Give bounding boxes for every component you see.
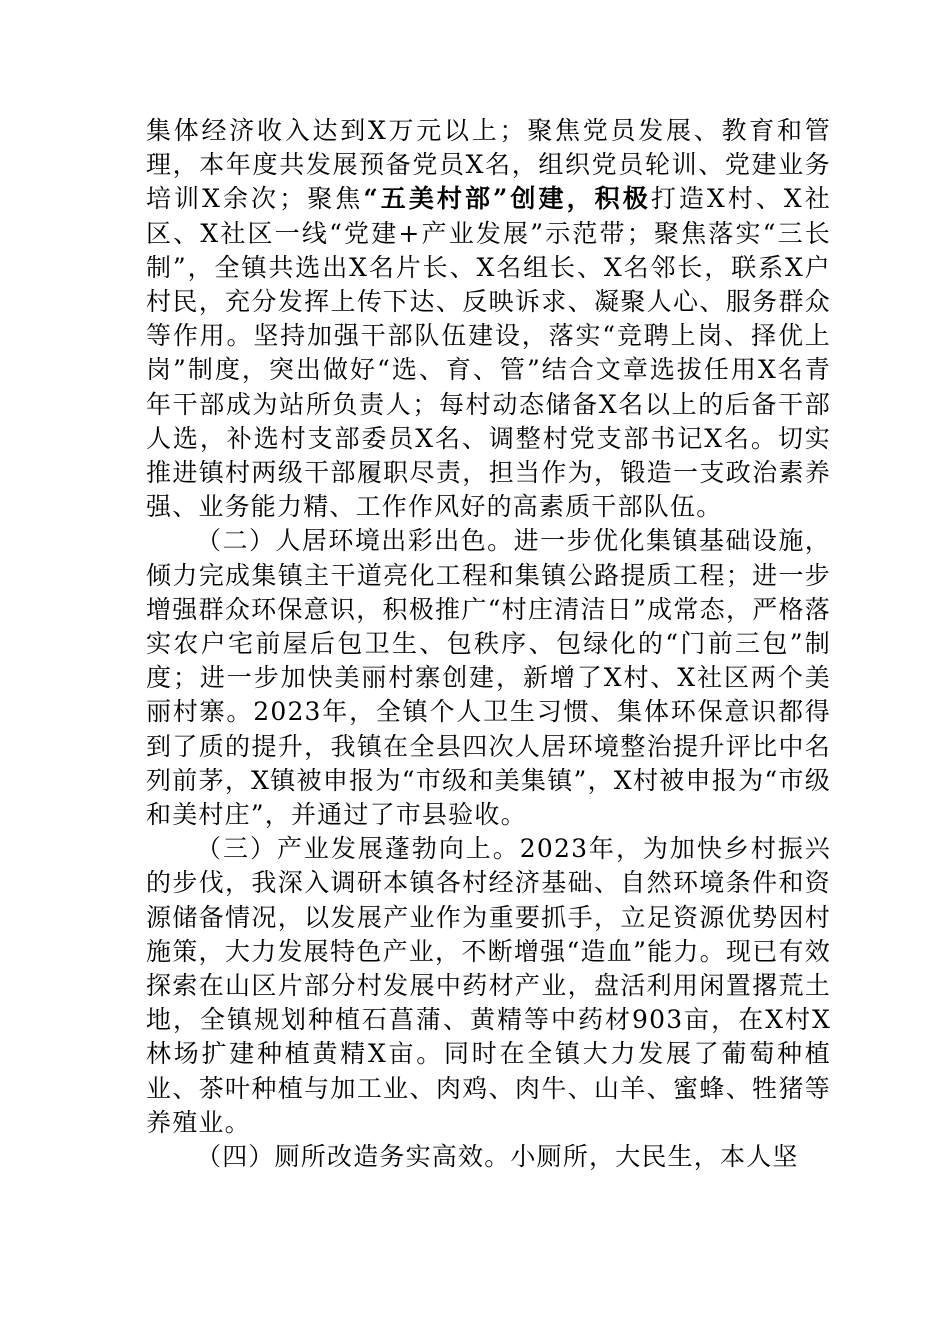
paragraph-4: （四）厕所改造务实高效。小厕所，大民生，本人坚 [196,1142,799,1172]
document-page [146,114,831,1174]
paragraph-1-bold-text: “五美村部”创建，积极 [363,184,651,214]
paragraph-1 [146,114,831,524]
paragraph-2: （二）人居环境出彩出色。进一步优化集镇基础设施，倾力完成集镇主干道亮化工程和集镇公路提质工程；进一步增强群众环保意识，积极推广“村庄清洁日”成常态，严格落实农户宅前屋后包卫生、包秩序、包绿化的“门前三包”制度；进一步加快美丽村寨创建，新增了X村、X社区两个美丽村寨。2023年，全镇个人卫生习惯、集体环保意识都得到了质的提升，我镇在全县四次人居环境整治提升评比中名列前茅，X镇被申报为“市级和美集镇”，X村被申报为“市级和美村庄”，并通过了市县验收。 [146,526,831,830]
paragraph-3: （三）产业发展蓬勃向上。2023年，为加快乡村振兴的步伐，我深入调研本镇各村经济基础、自然环境条件和资源储备情况，以发展产业作为重要抓手，立足资源优势因村施策，大力发展特色产业，不断增强“造血”能力。现已有效探索在山区片部分村发展中药材产业，盘活利用闲置撂荒土地，全镇规划种植石菖蒲、黄精等中药材903亩，在X村X林场扩建种植黄精X亩。同时在全镇大力发展了葡萄种植业、茶叶种植与加工业、肉鸡、肉牛、山羊、蜜蜂、牲猪等养殖业。 [146,834,831,1137]
paragraph-1-text-b: 打造X村、X社区、X社区一线“党建+产业发展”示范带；聚焦落实“三长制”，全镇共选出X名片长、X名组长、X名邻长，联系X户村民，充分发挥上传下达、反映诉求、凝聚人心、服务群众等作用。坚持加强干部队伍建设，落实“竞聘上岗、择优上岗”制度，突出做好“选、育、管”结合文章选拔任用X名青年干部成为站所负责人；每村动态储备X名以上的后备干部人选，补选村支部委员X名、调整村党支部书记X名。切实推进镇村两级干部履职尽责，担当作为，锻造一支政治素养强、业务能力精、工作作风好的高素质干部队伍。 [146,184,831,522]
paragraph-1-text-a: 集体经济收入达到X万元以上；聚焦党员发展、教育和管理，本年度共发展预备党员X名，组织党员轮训、党建业务培训X余次；聚焦 [146,116,831,214]
